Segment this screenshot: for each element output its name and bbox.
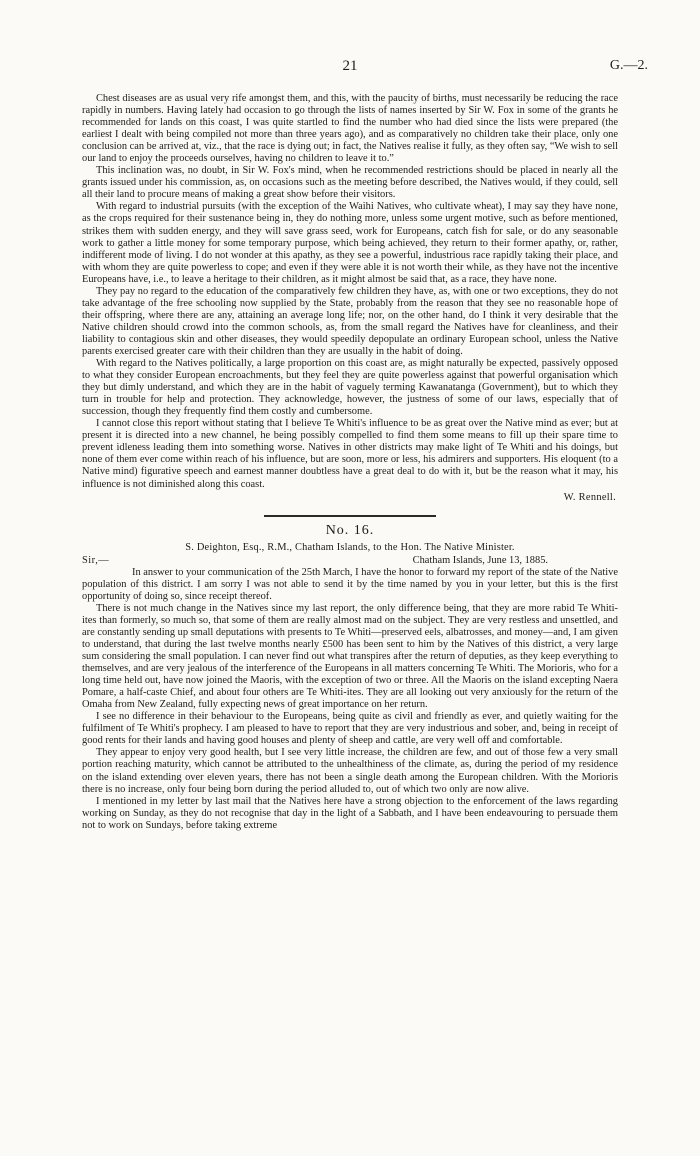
paragraph: I mentioned in my letter by last mail that the Natives here have a strong objection to the enforcement of the laws regarding working on Sunday, as they do not recognise that day in the light of a Sabbath, and I have been endeavouring to persuade them not to work on Sundays, before taking extreme <box>82 795 618 831</box>
paragraph: They appear to enjoy very good health, but I see very little increase, the children are few, and out of those few a very small portion reaching maturity, which cannot be attributed to the unhealthiness of the climate, as, during the period of my residence on the island extending over eleven years, there has not been a single death among the European children. With the Morioris there is no increase, only four being born during the period alluded to, out of which two only are now alive. <box>82 747 618 795</box>
salutation-row <box>82 555 618 567</box>
paragraph: This inclination was, no doubt, in Sir W. Fox's mind, when he recommended restrictions should be placed in nearly all the grants issued under his commission, as, on occasions such as the meeting before described, the Natives would, if they could, sell all their land to procure means of making a great show before their visitors. <box>82 165 618 201</box>
paragraph: With regard to the Natives politically, a large proportion on this coast are, as might naturally be expected, passively opposed to what they consider European encroachments, but they feel they are quite powerless against that powerful organisation which they but dimly understand, and which they are in the habit of vaguely terming Kawanatanga (Government), but to which they turn in trouble for help and protection. They acknowledge, however, the justness of some of our laws, especially that of succession, though they frequently find them costly and cumbersome. <box>82 358 618 418</box>
page-header <box>0 58 700 80</box>
paragraph: There is not much change in the Natives since my last report, the only difference being, that they are more rabid Te Whiti-ites than formerly, so much so, that some of them are really almost mad on the subject. They are very restless and unsettled, and are constantly sending up small deputations with presents to Te Whiti—preserved eels, albatrosses, and money—and, I am given to understand, that during the last twelve months nearly £500 has been sent to him by the Natives of this district, a very large sum considering the small population. I can never find out what transpires after the return of deputies, as they keep everything to themselves, and are very jealous of the interference of the Europeans in all matters concerning Te Whiti. The Morioris, who for a long time held out, have now joined the Maoris, with the exception of two or three. All the Maoris on the island excepting Naera Pomare, a half-caste Chief, and about four others are Te Whiti-ites. They are all looking out very anxiously for the return of the Omaha from New Zealand, fully expecting news of great importance on her return. <box>82 602 618 711</box>
paragraph: In answer to your communication of the 25th March, I have the honor to forward my report of the state of the Native population of this district. I am sorry I was not able to send it by the time named by you in your letter, but this is the first opportunity of doing so, since receipt thereof. <box>82 566 618 602</box>
signature-rennell: W. Rennell. <box>563 491 616 503</box>
document-number: No. 16. <box>325 522 375 538</box>
letter-heading: S. Deighton, Esq., R.M., Chatham Islands, to the Hon. The Native Minister. <box>185 541 515 553</box>
page-number: 21 <box>342 58 358 74</box>
section-divider <box>264 515 436 517</box>
paragraph: They pay no regard to the education of the comparatively few children they have, as, with one or two exceptions, they do not take advantage of the free schooling now supplied by the State, probably from the reason that they see no reasonable hope of their offspring, where there are any, attaining an average long life; nor, on the other hand, do I think it very desirable that the Native children should crowd into the common schools, as, from the small regard the Natives have for cleanliness, and their liability to contagious skin and other diseases, they would speedily depopulate an ordinary European school, unless the Native parents exercised greater care with their children than they are usually in the habit of doing. <box>82 285 618 357</box>
report-rennell <box>82 93 618 832</box>
paragraph: With regard to industrial pursuits (with the exception of the Waihi Natives, who cultivate wheat), I may say they have none, as the crops required for their sustenance being in, they do nothing more, unless some urgent motive, such as before mentioned, strikes them with sudden energy, and they will save grass seed, work for Europeans, catch fish for sale, or do any seasonable work to gather a little money for some temporary purpose, which being achieved, they return to their former apathy, or, rather, indifferent mode of living. I do not wonder at this apathy, as they see a powerful, industrious race rapidly taking their place, and with whom they are quite powerless to cope; and even if they were able it is not worth their while, as they have not the incentive Europeans have, i.e., to leave a heritage to their children, as it might almost be said that, as a race, they have none. <box>82 201 618 285</box>
salutation: Sir,— <box>82 554 110 566</box>
series-reference: G.—2. <box>609 58 648 73</box>
paragraph: I see no difference in their behaviour to the Europeans, being quite as civil and friendly as ever, and quietly waiting for the fulfilment of Te Whiti's prophecy. I am pleased to have to report that they are very industrious and sober, and, being in receipt of good rents for their lands and having good houses and plenty of sheep and cattle, are very well off and comfortable. <box>82 711 618 747</box>
paragraph: Chest diseases are as usual very rife amongst them, and this, with the paucity of births, must necessarily be reducing the race rapidly in numbers. Having lately had occasion to go through the lists of names inserted by Sir W. Fox in some of the grants he recommended for lands on this coast, I was quite startled to find the number who had died since the lists were prepared (the earliest I dealt with being compiled not more than three years ago), and as comparatively no children take their place, only one conclusion can be arrived at, viz., that the race is dying out; in fact, the Natives realise it fully, as they often say, “We wish to sell our land to enjoy the proceeds ourselves, having no children to leave it to.” <box>82 93 618 165</box>
address-date: Chatham Islands, June 13, 1885. <box>412 554 548 566</box>
paragraph: I cannot close this report without stating that I believe Te Whiti's influence to be as great over the Native mind as ever; but at present it is directed into a new channel, he being possibly compelled to find them some means to fill up their spare time to prevent idleness leading them into something worse. Natives in other districts may make light of Te Whiti and his doings, but none of them ever come within reach of his influence, but are soon, more or less, his admirers and supporters. His eloquent (to a Native mind) figurative speech and earnest manner doubtless have a great deal to do with it, but be the reason what it may, his influence is not diminished along this coast. <box>82 418 618 490</box>
